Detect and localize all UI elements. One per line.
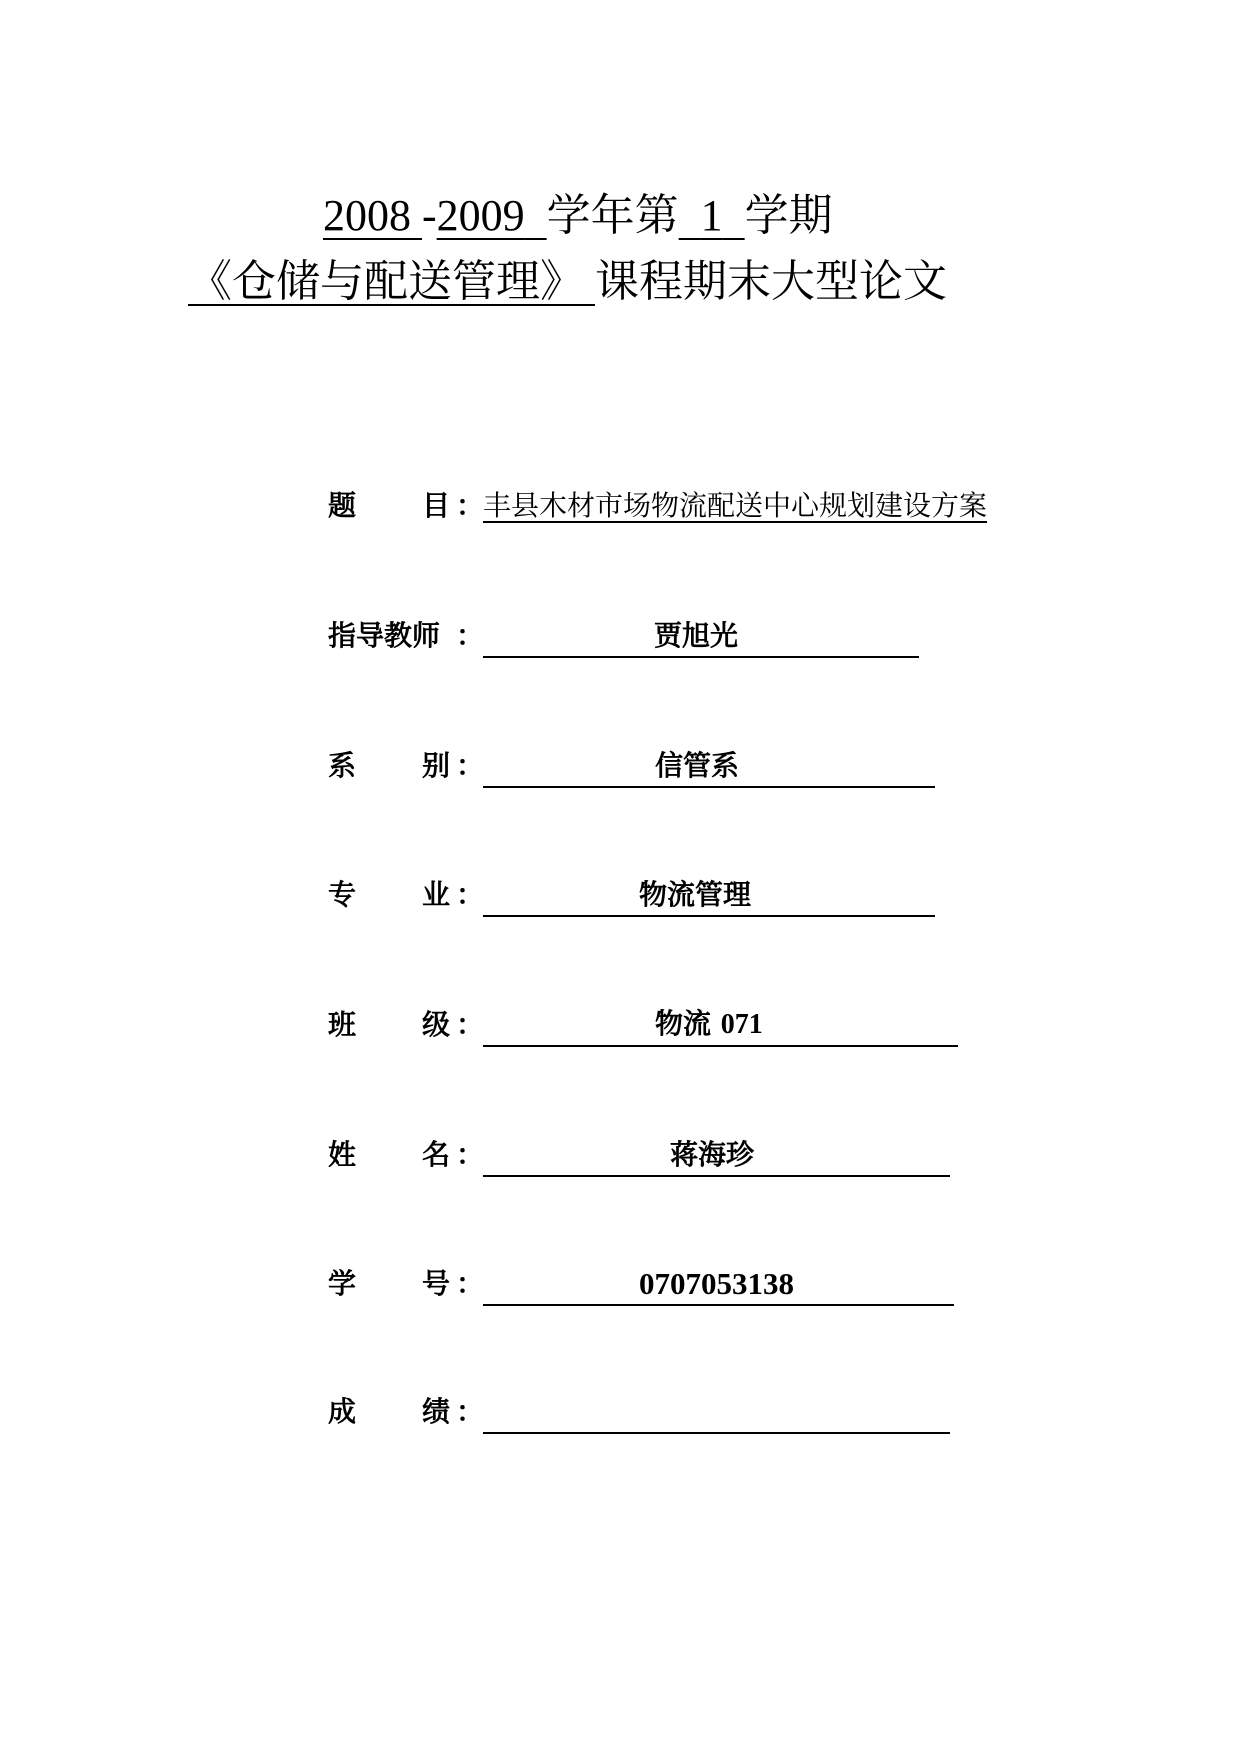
term-gap-left: [679, 191, 701, 240]
student-id-value: 0707053138: [639, 1266, 794, 1301]
field-department: [328, 744, 935, 788]
department-value: 信管系: [655, 749, 740, 782]
year-start: 2008: [323, 191, 411, 240]
year-start-gap: [411, 191, 422, 240]
field-name: [328, 1133, 950, 1177]
field-class: [328, 1003, 958, 1047]
name-value-line: [483, 1133, 950, 1177]
year-dash: -: [422, 191, 437, 240]
advisor-value: 贾旭光: [654, 619, 739, 652]
label-class: 班 级 ：: [328, 1008, 485, 1041]
class-value: 物流 071: [655, 1007, 763, 1040]
title-xuenian: 学年第: [546, 191, 679, 240]
department-value-line: [483, 744, 935, 788]
class-value-line: [483, 1003, 958, 1047]
title-semester-line: [323, 186, 833, 246]
course-name: 《仓储与配送管理》: [188, 257, 584, 306]
label-advisor: 指导教师 ：: [328, 619, 485, 652]
paper-type: 课程期末大型论文: [595, 257, 947, 306]
student-id-value-line: [483, 1262, 954, 1306]
grade-value-line: [483, 1390, 950, 1434]
advisor-value-line: [483, 614, 919, 658]
title-course-line: [188, 252, 947, 312]
field-advisor: [328, 614, 919, 658]
label-student-id: 学 号 ：: [328, 1267, 485, 1300]
field-major: [328, 873, 935, 917]
course-gap: [584, 257, 595, 306]
label-name: 姓 名 ：: [328, 1138, 485, 1171]
field-grade: [328, 1390, 950, 1434]
term-gap-right: [723, 191, 745, 240]
label-major: 专 业 ：: [328, 878, 485, 911]
term-number: 1: [700, 191, 723, 240]
label-department: 系 别 ：: [328, 749, 485, 782]
label-grade: 成 绩 ：: [328, 1395, 485, 1428]
year-end: 2009: [436, 191, 525, 240]
title-xueqi: 学期: [744, 191, 833, 240]
label-subject: 题 目 ：: [328, 489, 485, 522]
subject-value: 丰县木材市场物流配送中心规划建设方案: [483, 489, 988, 522]
name-value: 蒋海珍: [670, 1138, 755, 1171]
field-student-id: [328, 1262, 954, 1306]
major-value: 物流管理: [639, 878, 752, 911]
year-end-gap: [525, 191, 547, 240]
field-subject: [328, 484, 987, 528]
major-value-line: [483, 873, 935, 917]
